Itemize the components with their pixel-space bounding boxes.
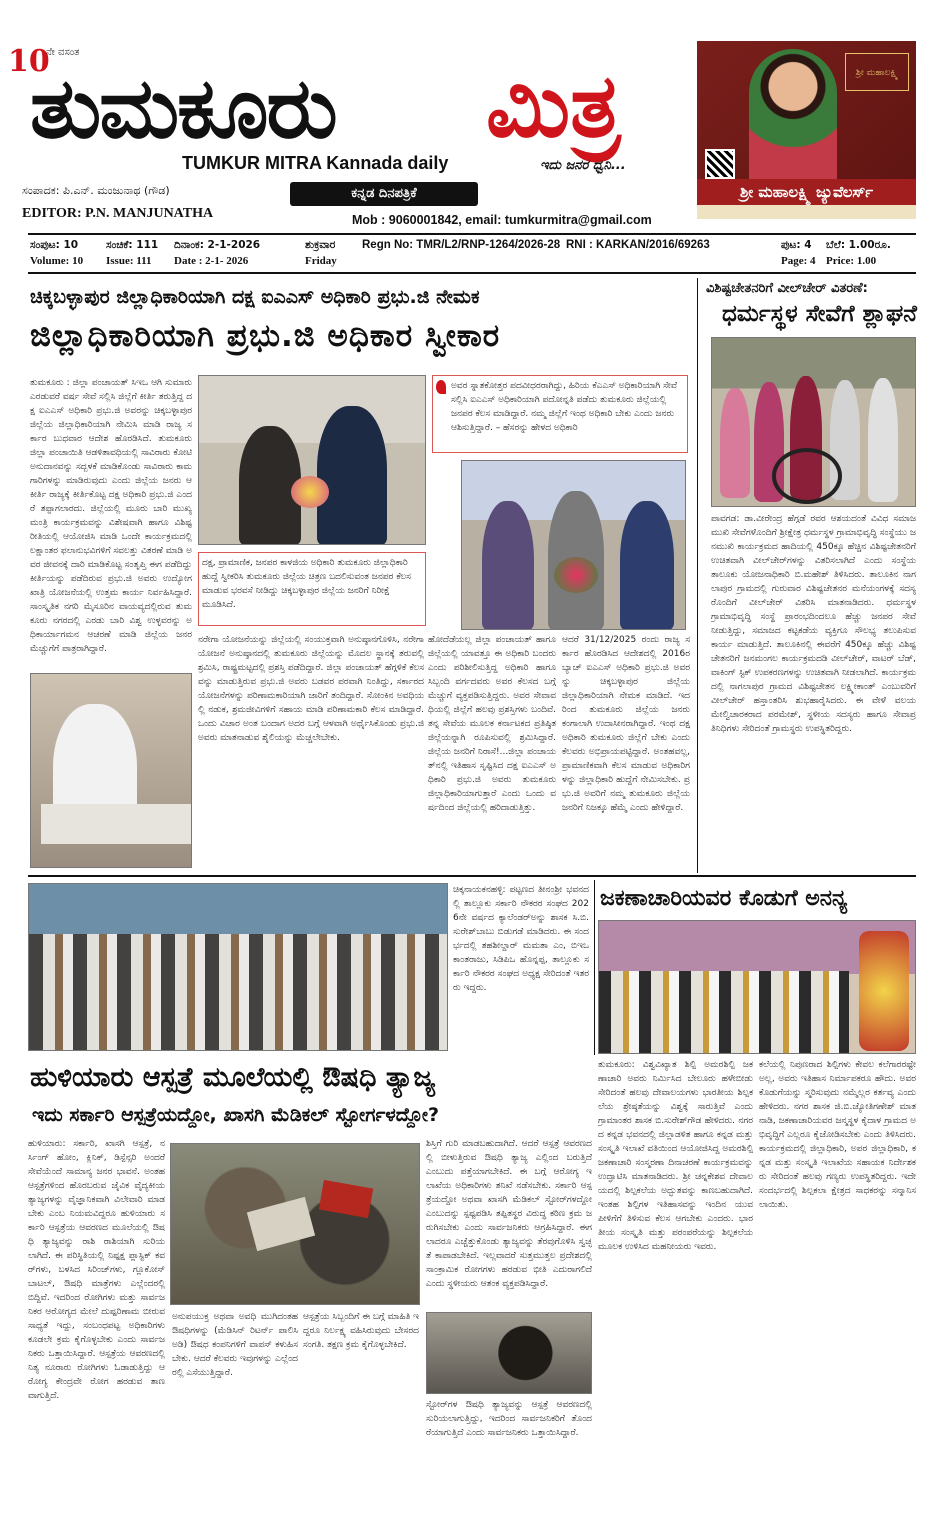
lead-kicker: ಚಿಕ್ಕಬಳ್ಳಾಪುರ ಜಿಲ್ಲಾಧಿಕಾರಿಯಾಗಿ ದಕ್ಷ ಐಎಎಸ್ ಅಧಿಕಾರಿ ಪ್ರಭು.ಜಿ ನೇಮಕ <box>30 286 480 308</box>
waste-col-4: ಆಸ್ಪತ್ರೆಯ ಸಿಬ್ಬಂದಿಗೆ ಈ ಬಗ್ಗೆ ಮಾಹಿತಿ ಇದ್ದರೂ ನಿರ್ಲಕ್ಷ್ಯ ವಹಿಸಿರುವುದು ಬೇಸರದ ಸಂಗತಿ. ತಕ್ಷಣ ಕ್ರಮ ಕೈಗೊಳ್ಳಬೇಕಿದೆ. <box>303 1312 419 1350</box>
divider <box>28 233 916 235</box>
calendar-release-photo <box>28 883 448 1051</box>
advert-footer <box>697 205 916 219</box>
rni-number: RNI : KARKAN/2016/69263 <box>566 239 710 251</box>
lead-col-c: ಆದರೆ 31/12/2025 ರಂದು ರಾಜ್ಯ ಸರ್ಕಾರ ಹೊರಡಿಸಿದ ಆದೇಶದಲ್ಲಿ 2016ರ ಬ್ಯಾಚ್ ಐಎಎಸ್ ಅಧಿಕಾರಿ ಪ್ರಭು.ಜಿ ಅವರನ್ನು ಚಿಕ್ಕಬಳ್ಳಾಪುರ ಜಿಲ್ಲೆಯ ಜಿಲ್ಲಾಧಿಕಾರಿಯಾಗಿ ನೇಮಕ ಮಾಡಿದೆ. ಇದರಿಂದ ತುಮಕೂರು ಜಿಲ್ಲೆಯ ಜನರು ಕಂಗಾಲಾಗಿ ಉದಾಸೀನರಾಗಿದ್ದಾರೆ. ಇಂಥ ದಕ್ಷ ಅಧಿಕಾರಿ ತುಮಕೂರು ಜಿಲ್ಲೆಗೆ ಬೇಕು ಎಂದು ಕೆಲವರು ಅಭಿಪ್ರಾಯಪಟ್ಟಿದ್ದಾರೆ. ಅಂತಹವಲ್ಲ, ಪ್ರಾಮಾಣಿಕವಾಗಿ ಕೆಲಸ ಮಾಡುವ ಅಧಿಕಾರಿಗಳನ್ನು ಜಿಲ್ಲಾಧಿಕಾರಿ ಹುದ್ದೆಗೆ ನೇಮಿಸಬೇಕು. ಪ್ರಭು.ಜಿ ಅವರಿಗೆ ನಮ್ಮ ತುಮಕೂರು ಜಿಲ್ಲೆಯ ಜನರಿಗೆ ನಿಜಕ್ಕೂ ಹೆಮ್ಮೆ ಎಂದು ಹೇಳಿದ್ದಾರೆ. <box>562 635 690 813</box>
jakanachari-col-1: ತುಮಕೂರು: ವಿಶ್ವವಿಖ್ಯಾತ ಶಿಲ್ಪಿ ಅಮರಶಿಲ್ಪಿ ಜಕಣಾಚಾರಿ ಅವರು ನಿರ್ಮಿಸಿದ ಬೇಲೂರು ಹಳೇಬೀಡು ಸೇರಿದಂತೆ ಹಲವು ದೇವಾಲಯಗಳು ಭಾರತೀಯ ಶಿಲ್ಪಕಲೆಯ ಶ್ರೇಷ್ಠತೆಯನ್ನು ವಿಶ್ವಕ್ಕೆ ಸಾರುತ್ತಿವೆ ಎಂದು ಗ್ರಾಮಾಂತರ ಶಾಸಕ ಬಿ.ಸುರೇಶ್‌ಗೌಡ ಹೇಳಿದರು. ನಗರದ ಕನ್ನಡ ಭವನದಲ್ಲಿ ಜಿಲ್ಲಾಡಳಿತ ಹಾಗೂ ಕನ್ನಡ ಮತ್ತು ಸಂಸ್ಕೃತಿ ಇಲಾಖೆ ವತಿಯಿಂದ ಆಯೋಜಿಸಿದ್ದ ಅಮರಶಿಲ್ಪಿ ಜಕಣಾಚಾರಿ ಸಂಸ್ಮರಣಾ ದಿನಾಚರಣೆ ಕಾರ್ಯಕ್ರಮವನ್ನು ಉದ್ಘಾಟಿಸಿ ಮಾತನಾಡಿದರು. ಶ್ರೀ ಚನ್ನಕೇಶವ ದೇವಾಲಯದಲ್ಲಿ ಶಿಲ್ಪಕಲೆಯ ಅದ್ಭುತವನ್ನು ಕಾಣಬಹುದಾಗಿದೆ. ಇಂತಹ ಶಿಲ್ಪಿಗಳ ಇತಿಹಾಸವನ್ನು ಇಂದಿನ ಯುವಪೀಳಿಗೆಗೆ ತಿಳಿಸುವ ಕೆಲಸ ಆಗಬೇಕು ಎಂದರು. ಭಾರತೀಯ ಸಂಸ್ಕೃತಿ ಮತ್ತು ಪರಂಪರೆಯನ್ನು ಶಿಲ್ಪಕಲೆಯ ಮೂಲಕ ಉಳಿಸಿದ ಮಹನೀಯರು ಇವರು. <box>598 1060 753 1252</box>
waste-subhead: ಇದು ಸರ್ಕಾರಿ ಆಸ್ಪತ್ರೆಯದ್ದೋ, ಖಾಸಗಿ ಮೆಡಿಕಲ್ ಸ್ಟೋರ್ಗಳದ್ದೋ? <box>32 1104 440 1126</box>
advert-brand-logo: ಶ್ರೀ ಮಹಾಲಕ್ಷ್ಮಿ <box>845 53 909 91</box>
signing-photo <box>30 673 192 868</box>
waste-headline: ಹುಳಿಯಾರು ಆಸ್ಪತ್ರೆ ಮೂಲೆಯಲ್ಲಿ ಔಷಧಿ ತ್ಯಾಜ್ಯ <box>30 1062 436 1093</box>
waste-closeup-photo <box>426 1312 592 1394</box>
price-en: Price: 1.00 <box>826 255 877 267</box>
contact-info: Mob : 9060001842, email: tumkurmitra@gmail.com <box>352 213 652 227</box>
editor-en: EDITOR: P.N. MANJUNATHA <box>22 206 214 221</box>
divider <box>28 875 916 877</box>
officials-handshake-photo <box>198 375 426 545</box>
quote-mark-icon <box>436 380 446 394</box>
volume-en: Volume: 10 <box>30 255 84 267</box>
jakanachari-headline: ಜಕಣಾಚಾರಿಯವರ ಕೊಡುಗೆ ಅನನ್ಯ <box>600 886 848 911</box>
date-kn: ದಿನಾಂಕ: 2-1-2026 <box>174 239 261 251</box>
day-en: Friday <box>305 255 337 267</box>
bouquet-photo <box>461 460 686 630</box>
lead-caption: ದಕ್ಷ, ಪ್ರಾಮಾಣಿಕ, ಜನಪರ ಕಾಳಜಿಯ ಅಧಿಕಾರಿ ತುಮಕೂರು ಜಿಲ್ಲಾಧಿಕಾರಿ ಹುದ್ದೆ ಸ್ವೀಕರಿಸಿ ತುಮಕೂರು ಜಿಲ್ಲೆಯ ಚಿತ್ರಣ ಬದಲಿಸುವಂತ ಜನಪರ ಕೆಲಸ ಮಾಡುವ ಭರವಸೆ ನೀಡಿದ್ದು ಚಿಕ್ಕಬಳ್ಳಾಪುರ ಜಿಲ್ಲೆಯ ಜನರಿಗೆ ನಿರೀಕ್ಷೆ ಮೂಡಿಸಿದೆ. <box>198 552 426 626</box>
waste-pile-photo <box>170 1143 420 1305</box>
issue-kn: ಸಂಚಿಕೆ: 111 <box>106 239 159 251</box>
meeting-brief: ಚಿಕ್ಕನಾಯಕನಹಳ್ಳಿ: ಪಟ್ಟಣದ ತೀನಂಶ್ರೀ ಭವನದಲ್ಲಿ ತಾಲ್ಲೂಕು ಸರ್ಕಾರಿ ನೌಕರರ ಸಂಘದ 2026ನೇ ವರ್ಷದ ಕ್ಯಾಲೆಂಡರ್‌ಅನ್ನು ಶಾಸಕ ಸಿ.ಬಿ.ಸುರೇಶ್‌ಬಾಬು ಬಿಡುಗಡೆ ಮಾಡಿದರು. ಈ ಸಂದರ್ಭದಲ್ಲಿ ತಹಶೀಲ್ದಾರ್ ಮಮತಾ ಎಂ, ಬಿಇಒ ಕಾಂತರಾಜು, ಸಿಡಿಪಿಒ ಹೊನ್ನಪ್ಪ, ತಾಲ್ಲೂಕು ಸರ್ಕಾರಿ ನೌಕರರ ಸಂಘದ ಅಧ್ಯಕ್ಷ ಸೇರಿದಂತೆ ಇತರರು ಇದ್ದರು. <box>453 885 589 993</box>
date-en: Date : 2-1- 2026 <box>174 255 249 267</box>
lead-col-1: ತುಮಕೂರು : ಜಿಲ್ಲಾ ಪಂಚಾಯತ್ ಸಿಇಒ ಆಗಿ ಸುಮಾರು ಎರಡುವರೆ ವರ್ಷ ಸೇವೆ ಸಲ್ಲಿಸಿ ಜಿಲ್ಲೆಗೆ ಕೀರ್ತಿ ತರುತ್ತಿದ್ದ ದಕ್ಷ ಐಎಎಸ್ ಅಧಿಕಾರಿ ಪ್ರಭು.ಜಿ ಅವರನ್ನು ಚಿಕ್ಕಬಳ್ಳಾಪುರ ಜಿಲ್ಲೆಯ ಜಿಲ್ಲಾಧಿಕಾರಿಯಾಗಿ ನೇಮಿಸಿ ಮಾಡಿ ರಾಜ್ಯ ಸರ್ಕಾರ ಬುಧವಾರ ಆದೇಶ ಹೊರಡಿಸಿದೆ. ತುಮಕೂರು ಜಿಲ್ಲಾ ಪಂಚಾಯಿತಿ ಆಡಳಿತಾವಧಿಯಲ್ಲಿ ಸಾವಿರಾರು ಕೋಟಿ ಅನುದಾನವನ್ನು ಸದ್ಬಳಕೆ ಮಾಡಿಕೊಂಡು ಸಾವಿರಾರು ಕಾಮಗಾರಿಗಳನ್ನು ಮಾಡಿರುವುದು ಎಂದು ಜಿಲ್ಲೆಯ ಜನರು ಆ ಕೀರ್ತಿ ರಾಜ್ಯಕ್ಕೆ ಕೀರ್ತಿಕೊಟ್ಟ ದಕ್ಷ ಅಧಿಕಾರಿ ಪ್ರಭು.ಜಿ ಎಂದರೆ ತಪ್ಪಾಗಲಾರದು. ಜಿಲ್ಲೆಯಲ್ಲಿ ಮೂರು ಬಾರಿ ಮುಖ್ಯಮಂತ್ರಿ ಕಾರ್ಯಕ್ರಮವನ್ನು ವಿಶೇಷವಾಗಿ ಹಾಗೂ ವಿಶಿಷ್ಟ ರೀತಿಯಲ್ಲಿ ಆಯೋಜಿಸಿ ಮಾಡಿ ಒಂದೇ ಕಾರ್ಯಕ್ರಮದಲ್ಲಿ ಲಕ್ಷಾಂತರ ಫಲಾನುಭವಿಗಳಿಗೆ ಸವಲತ್ತು ವಿತರಣೆ ಮಾಡಿ ಅವರ ಜೀವನಕ್ಕೆ ದಾರಿ ಮಾಡಿಕೊಟ್ಟ ಸಂತೃಪ್ತಿ ಈಗ ಪಡೆದಿದ್ದು ಕೀರ್ತಿಯನ್ನು ಪಡೆದಿರುವ ಪ್ರಭು.ಜಿ ಅವರು ಉದ್ಯೋಗ ಖಾತ್ರಿ ಯೋಜನೆಯಲ್ಲಿ ಉತ್ತಮ ಕಾರ್ಯ ನಿರ್ವಹಿಸಿದ್ದಾರೆ. ಸಾಂಸ್ಕೃತಿಕ ನಗರಿ ಮೈಸೂರಿನ ವಾಯವ್ಯದಲ್ಲಿರುವ ತುಮಕೂರು ನಗರದಲ್ಲಿ ಎರಡು ಬಾರಿ ವಿಶ್ವ ಉಳ್ಳವರನ್ನು ಅಧಿಕಾರ್ಯಾಗಮನ ಆಚರಣೆ ಮಾಡಿ ಜಿಲ್ಲೆಯ ಜನರ ಮೆಚ್ಚುಗೆಗೆ ಪಾತ್ರರಾಗಿದ್ದಾರೆ. <box>30 378 192 654</box>
editor-kn: ಸಂಪಾದಕ: ಪಿ.ಎನ್. ಮಂಜುನಾಥ (ಗೌಡ) <box>22 184 170 197</box>
masthead-title-kn: ತುಮಕೂರು <box>30 59 336 157</box>
waste-col-2: ಶಿಸ್ತಿಗೆ ಗುರಿ ಮಾಡಬಹುದಾಗಿದೆ. ಆದರೆ ಆಸ್ಪತ್ರೆ ಆವರಣದಲ್ಲಿ ಬೀಳುತ್ತಿರುವ ಔಷಧಿ ತ್ಯಾಜ್ಯ ಎಲ್ಲಿಂದ ಬರುತ್ತಿದೆ ಎಂಬುದು ಪತ್ತೆಯಾಗಬೇಕಿದೆ. ಈ ಬಗ್ಗೆ ಆರೋಗ್ಯ ಇಲಾಖೆಯ ಅಧಿಕಾರಿಗಳು ತನಿಖೆ ನಡೆಸಬೇಕು. ಸರ್ಕಾರಿ ಆಸ್ಪತ್ರೆಯದ್ದೋ ಅಥವಾ ಖಾಸಗಿ ಮೆಡಿಕಲ್ ಸ್ಟೋರ್‌ಗಳದ್ದೋ ಎಂಬುದನ್ನು ಸ್ಪಷ್ಟಪಡಿಸಿ ತಪ್ಪಿತಸ್ಥರ ವಿರುದ್ಧ ಕಠಿಣ ಕ್ರಮ ಜರುಗಿಸಬೇಕು ಎಂದು ಸಾರ್ವಜನಿಕರು ಆಗ್ರಹಿಸಿದ್ದಾರೆ. ಈಗಲಾದರೂ ಎಚ್ಚೆತ್ತುಕೊಂಡು ತ್ಯಾಜ್ಯವನ್ನು ತೆರವುಗೊಳಿಸಿ ಸ್ವಚ್ಛತೆ ಕಾಪಾಡಬೇಕಿದೆ. ಇಲ್ಲವಾದರೆ ಸುತ್ತಮುತ್ತಲ ಪ್ರದೇಶದಲ್ಲಿ ಸಾಂಕ್ರಾಮಿಕ ರೋಗಗಳು ಹರಡುವ ಭೀತಿ ಎದುರಾಗಲಿದೆ ಎಂದು ಸ್ಥಳೀಯರು ಆತಂಕ ವ್ಯಕ್ತಪಡಿಸಿದ್ದಾರೆ. <box>426 1139 592 1289</box>
tribute-photo <box>598 920 916 1054</box>
jakanachari-col-2: ಕಲೆಯಲ್ಲಿ ನಿಪುಣರಾದ ಶಿಲ್ಪಿಗಳು ಕೇವಲ ಕಲೆಗಾರರಷ್ಟೇ ಅಲ್ಲ, ಅವರು ಇತಿಹಾಸ ನಿರ್ಮಾಪಕರೂ ಹೌದು. ಅವರ ಕೊಡುಗೆಯನ್ನು ಸ್ಮರಿಸುವುದು ನಮ್ಮೆಲ್ಲರ ಕರ್ತವ್ಯ ಎಂದು ಹೇಳಿದರು. ನಗರ ಶಾಸಕ ಜಿ.ಬಿ.ಜ್ಯೋತಿಗಣೇಶ್ ಮಾತನಾಡಿ, ಜಕಣಾಚಾರಿಯವರ ಜನ್ಮಸ್ಥಳ ಕೈದಾಳ ಗ್ರಾಮದ ಅಭಿವೃದ್ಧಿಗೆ ಎಲ್ಲರೂ ಕೈಜೋಡಿಸಬೇಕು ಎಂದು ತಿಳಿಸಿದರು. ಕಾರ್ಯಕ್ರಮದಲ್ಲಿ ಜಿಲ್ಲಾಧಿಕಾರಿ, ಅಪರ ಜಿಲ್ಲಾಧಿಕಾರಿ, ಕನ್ನಡ ಮತ್ತು ಸಂಸ್ಕೃತಿ ಇಲಾಖೆಯ ಸಹಾಯಕ ನಿರ್ದೇಶಕರು ಸೇರಿದಂತೆ ಹಲವು ಗಣ್ಯರು ಉಪಸ್ಥಿತರಿದ್ದರು. ಇದೇ ಸಂದರ್ಭದಲ್ಲಿ ಶಿಲ್ಪಕಲಾ ಕ್ಷೇತ್ರದ ಸಾಧಕರನ್ನು ಸನ್ಮಾನಿಸಲಾಯಿತು. <box>759 1060 916 1210</box>
pages-kn: ಪುಟ: 4 <box>781 239 812 251</box>
regn-number: Regn No: TMR/L2/RNP-1264/2026-28 <box>362 239 561 251</box>
masthead-title-kn-red: ಮಿತ್ರ <box>486 54 621 157</box>
quote-text: ಅವರ ಸ್ನಾತಕೋತ್ತರ ಪದವೀಧರರಾಗಿದ್ದು, ಹಿರಿಯ ಕೆಎಎಸ್ ಅಧಿಕಾರಿಯಾಗಿ ಸೇವೆ ಸಲ್ಲಿಸಿ ಐಎಎಸ್ ಅಧಿಕಾರಿಯಾಗಿ ಪದೋನ್ನತಿ ಪಡೆದು ತುಮಕೂರು ಜಿಲ್ಲೆಯಲ್ಲಿ ಜನಪರ ಕೆಲಸ ಮಾಡಿದ್ದಾರೆ. ನಮ್ಮ ಜಿಲ್ಲೆಗೆ ಇಂಥ ಅಧಿಕಾರಿ ಬೇಕು ಎಂದು ಜನರು ಆಶಿಸುತ್ತಿದ್ದಾರೆ. – ಹೆಸರನ್ನು ಹೇಳದ ಅಧಿಕಾರಿ <box>451 381 677 433</box>
waste-col-1: ಹುಳಿಯಾರು: ಸರ್ಕಾರಿ, ಖಾಸಗಿ ಆಸ್ಪತ್ರೆ, ನರ್ಸಿಂಗ್ ಹೋಂ, ಕ್ಲಿನಿಕ್, ಡಿಸ್ಪೆನ್ಸರಿ ಅಂದರೆ ಸೇವೆಯೆಂದೆ ಸಾಮಾನ್ಯ ಜನರ ಭಾವನೆ. ಅಂತಹ ಆಸ್ಪತ್ರೆಗಳಿಂದ ಹೊರಬರುವ ಜೈವಿಕ ವೈದ್ಯಕೀಯ ತ್ಯಾಜ್ಯಗಳನ್ನು ವೈಜ್ಞಾನಿಕವಾಗಿ ವಿಲೇವಾರಿ ಮಾಡಬೇಕು ಎಂಬ ನಿಯಮವಿದ್ದರೂ ಹುಳಿಯಾರು ಸರ್ಕಾರಿ ಆಸ್ಪತ್ರೆಯ ಆವರಣದ ಮೂಲೆಯಲ್ಲಿ ಔಷಧಿ ತ್ಯಾಜ್ಯವನ್ನು ರಾಶಿ ರಾಶಿಯಾಗಿ ಸುರಿಯಲಾಗಿದೆ. ಈ ಪರಿಸ್ಥಿತಿಯಲ್ಲಿ ನಿಷ್ಪಕ್ಷ ಪ್ಲಾಸ್ಟಿಕ್ ಕವರ್‌ಗಳು, ಬಳಸಿದ ಸಿರಿಂಜ್‌ಗಳು, ಗ್ಲೂಕೋಸ್ ಬಾಟಲ್, ಔಷಧಿ ಮಾತ್ರೆಗಳು ಎಲ್ಲೆಂದರಲ್ಲಿ ಬಿದ್ದಿವೆ. ಇದರಿಂದ ರೋಗಿಗಳು ಮತ್ತು ಸಾರ್ವಜನಿಕರ ಆರೋಗ್ಯದ ಮೇಲೆ ದುಷ್ಪರಿಣಾಮ ಬೀರುವ ಸಾಧ್ಯತೆ ಇದ್ದು, ಸಂಬಂಧಪಟ್ಟ ಅಧಿಕಾರಿಗಳು ಕೂಡಲೇ ಕ್ರಮ ಕೈಗೊಳ್ಳಬೇಕು ಎಂದು ಸಾರ್ವಜನಿಕರು ಒತ್ತಾಯಿಸಿದ್ದಾರೆ. ಆಸ್ಪತ್ರೆಯ ಆವರಣದಲ್ಲಿ ನಿತ್ಯ ನೂರಾರು ರೋಗಿಗಳು ಓಡಾಡುತ್ತಿದ್ದು ಆರೋಗ್ಯ ಕೇಂದ್ರವೇ ರೋಗ ಹರಡುವ ತಾಣವಾಗುತ್ತಿದೆ. <box>28 1139 165 1401</box>
day-kn: ಶುಕ್ರವಾರ <box>305 239 336 251</box>
wheelchair-photo <box>711 337 916 507</box>
price-kn: ಬೆಲೆ: 1.00ರೂ. <box>826 239 891 251</box>
issue-en: Issue: 111 <box>106 255 152 267</box>
masthead-slogan: ಇದು ಜನರ ಧ್ವನಿ... <box>540 158 626 173</box>
lead-quote <box>432 375 688 453</box>
pages-en: Page: 4 <box>781 255 816 267</box>
lead-col-b: ಹೋದೆಡೆಯಲ್ಲ ಜಿಲ್ಲಾ ಪಂಚಾಯತ್ ಹಾಗೂ ಜಿಲ್ಲೆಯಲ್ಲಿ ಯಾವತ್ತೂ ಈ ಅಧಿಕಾರಿ ಬಂದರು ಎಂದು ಪರಿಶೀಲಿಸುತ್ತಿದ್ದ ಅಧಿಕಾರಿ ಹಾಗೂ ಸಿಬ್ಬಂದಿ ವರ್ಗದವರು ಅವರ ಕೆಲಸದ ಬಗ್ಗೆ ಮೆಚ್ಚುಗೆ ವ್ಯಕ್ತಪಡಿಸುತ್ತಿದ್ದರು. ಅವರ ಸೇವಾವಧಿಯಲ್ಲಿ ಜಿಲ್ಲೆಗೆ ಹಲವು ಪ್ರಶಸ್ತಿಗಳು ಬಂದಿವೆ. ತನ್ನ ಸೇವೆಯ ಮೂಲಕ ಕರ್ನಾಟಕದ ಪ್ರತಿಷ್ಠಿತ ಜಿಲ್ಲೆಯನ್ನಾಗಿ ರೂಪಿಸುವಲ್ಲಿ ಶ್ರಮಿಸಿದ್ದಾರೆ. ಜಿಲ್ಲೆಯ ಜನರಿಗೆ ನಿರಾಸೆ!...ಜಿಲ್ಲಾ ಪಂಚಾಯತ್‌ನಲ್ಲಿ ಇತಿಹಾಸ ಸೃಷ್ಟಿಸಿದ ದಕ್ಷ ಐಎಎಸ್ ಅಧಿಕಾರಿ ಪ್ರಭು.ಜಿ ಅವರು ತುಮಕೂರು ಜಿಲ್ಲಾಧಿಕಾರಿಯಾಗುತ್ತಾರೆ ಎಂದು ಒಂದು ವರ್ಷದಿಂದ ಜಿಲ್ಲೆಯಲ್ಲಿ ಹರಿದಾಡುತ್ತಿತ್ತು. <box>428 635 556 813</box>
waste-col-3: ಅನುಪಯುಕ್ತ ಅಥವಾ ಅವಧಿ ಮುಗಿದಂತಹ ಔಷಧಿಗಳನ್ನು (ಮೆಡಿಸಿನ್ ರಿಟರ್ನ್ ಪಾಲಿಸಿ ಅಡಿ) ಔಷಧ ಕಂಪನಿಗಳಿಗೆ ವಾಪಸ್ ಕಳುಹಿಸಬೇಕು. ಆದರೆ ಕೆಲವರು ಇವುಗಳನ್ನು ಎಲ್ಲೆಂದರಲ್ಲಿ ಎಸೆಯುತ್ತಿದ್ದಾರೆ. <box>172 1312 298 1378</box>
waste-caption: ಸ್ಟೋರ್‌ಗಳ ಔಷಧಿ ತ್ಯಾಜ್ಯವನ್ನು ಆಸ್ಪತ್ರೆ ಆವರಣದಲ್ಲಿ ಸುರಿಯಲಾಗುತ್ತಿದ್ದು, ಇದರಿಂದ ಸಾರ್ವಜನಿಕರಿಗೆ ತೊಂದರೆಯಾಗುತ್ತಿದೆ ಎಂದು ಸಾರ್ವಜನಿಕರು ಒತ್ತಾಯಿಸಿದ್ದಾರೆ. <box>426 1400 592 1438</box>
column-divider <box>594 880 595 1055</box>
daily-label: ಕನ್ನಡ ದಿನಪತ್ರಿಕೆ <box>290 182 478 206</box>
side-kicker: ವಿಶಿಷ್ಟಚೇತನರಿಗೆ ವೀಲ್‌ಚೇರ್ ವಿತರಣೆ: <box>706 281 868 296</box>
year-tag: ನೇ ವಸಂತ <box>46 47 80 58</box>
side-body: ಪಾವಗಡ: ಡಾ.ವೀರೇಂದ್ರ ಹೆಗ್ಗಡೆ ರವರ ಆಶಯದಂತೆ ವಿವಿಧ ಸಮಾಜಮುಖಿ ಸೇವೆಗಳೊಂದಿಗೆ ಶ್ರೀಕ್ಷೇತ್ರ ಧರ್ಮಸ್ಥಳ ಗ್ರಾಮಾಭಿವೃದ್ಧಿ ಸಂಸ್ಥೆಯು ಜನಮುಖಿ ಕಾರ್ಯಕ್ರಮದ ಹಾದಿಯಲ್ಲಿ 450ಕ್ಕೂ ಹೆಚ್ಚಿನ ವಿಶಿಷ್ಟಚೇತನರಿಗೆ ಉಚಿತವಾಗಿ ವೀಲ್‌ಚೇರ್‌ಗಳನ್ನು ವಿತರಿಸಲಾಗಿದೆ ಎಂದು ಸಂಸ್ಥೆಯ ತಾಲೂಕು ಯೋಜನಾಧಿಕಾರಿ ಬಿ.ಮಹೇಶ್ ತಿಳಿಸಿದರು. ತಾಲೂಕಿನ ನಾಗಲಾಪುರ ಗ್ರಾಮದಲ್ಲಿ ಗುರುವಾರ ವಿಶಿಷ್ಟಚೇತನರ ಮನೆಯಂಗಳಕ್ಕೆ ಸದಸ್ಯರೊಂದಿಗೆ ವೀಲ್‌ಚೇರ್ ವಿತರಿಸಿ ಮಾತನಾಡಿದರು. ಧರ್ಮಸ್ಥಳ ಗ್ರಾಮಾಭಿವೃದ್ಧಿ ಸಂಸ್ಥೆ ಪ್ರಾರಂಭದಿಂದಲೂ ಹೆಚ್ಚು ಜನಪರ ಸೇವೆ ನೀಡುತ್ತಿದ್ದು, ಸಮಾಜದ ಕಟ್ಟಕಡೆಯ ವ್ಯಕ್ತಿಗೂ ಸೌಲಭ್ಯ ತಲುಪಿಸುವ ಕಾರ್ಯ ಮಾಡುತ್ತಿದೆ. ತಾಲೂಕಿನಲ್ಲಿ ಈವರೆಗೆ 450ಕ್ಕೂ ಹೆಚ್ಚು ವಿಶಿಷ್ಟಚೇತನರಿಗೆ ಜನಮಂಗಲ ಕಾರ್ಯಕ್ರಮದಡಿ ವೀಲ್‌ಚೇರ್, ವಾಟರ್ ಬೆಡ್, ವಾಕಿಂಗ್ ಸ್ಟಿಕ್ ಉಪಕರಣಗಳನ್ನು ಉಚಿತವಾಗಿ ನೀಡಲಾಗಿದೆ. ಕಾರ್ಯಕ್ರಮದಲ್ಲಿ ನಾಗಲಾಪುರ ಗ್ರಾಮದ ವಿಶಿಷ್ಟಚೇತನ ಲಕ್ಷ್ಮೀಕಾಂತ್ ಎಂಬುವರಿಗೆ ವೀಲ್‌ಚೇರ್ ಹಸ್ತಾಂತರಿಸಿ ಶುಭಹಾರೈಸಿದರು. ಈ ವೇಳೆ ವಲಯ ಮೇಲ್ವಿಚಾರಕರಾದ ಪರಮೇಶ್, ಸ್ಥಳೀಯ ಸದಸ್ಯರು ಹಾಗೂ ಸೇವಾಪ್ರತಿನಿಧಿಗಳು ಸೇರಿದಂತೆ ಗ್ರಾಮಸ್ಥರು ಉಪಸ್ಥಿತರಿದ್ದರು. <box>711 514 916 734</box>
masthead-title-en: TUMKUR MITRA Kannada daily <box>182 153 449 173</box>
jewellery-advert[interactable] <box>697 41 916 219</box>
advert-banner: ಶ್ರೀ ಮಹಾಲಕ್ಷ್ಮಿ ಜ್ಯುವೆಲರ್ಸ್ <box>697 179 916 205</box>
lead-col-a: ನರೇಗಾ ಯೋಜನೆಯನ್ನು ಜಿಲ್ಲೆಯಲ್ಲಿ ಸಂಯುಕ್ತವಾಗಿ ಅನುಷ್ಠಾನಗೊಳಿಸಿ, ನರೇಗಾ ಯೋಜನೆ ಅನುಷ್ಠಾನದಲ್ಲಿ ತುಮಕೂರು ಜಿಲ್ಲೆಯನ್ನು ಮೊದಲ ಸ್ಥಾನಕ್ಕೆ ತರುವಲ್ಲಿ ಶ್ರಮಿಸಿ, ರಾಷ್ಟ್ರಮಟ್ಟದಲ್ಲಿ ಪ್ರಶಸ್ತಿ ಪಡೆದಿದ್ದಾರೆ. ಜಿಲ್ಲಾ ಪಂಚಾಯತ್ ಹೆಗ್ಗಳಿಕೆ ಕೆಲಸವನ್ನು ಮಾಡುತ್ತಿರುವ ಪ್ರಭು.ಜಿ ಅವರು ಬಡವರ ಪರವಾಗಿ ನಿಂತಿದ್ದು, ಸರ್ಕಾರದ ಯೋಜನೆಗಳನ್ನು ಪರಿಣಾಮಕಾರಿಯಾಗಿ ಜಾರಿಗೆ ತಂದಿದ್ದಾರೆ. ಸೋಂಕಿನ ಅವಧಿಯಲ್ಲಿ ನಡುಕ, ಶ್ರಮಜೀವಿಗಳಿಗೆ ಸಹಾಯ ಮಾಡಿ ಪರಿಣಾಮಕಾರಿ ಕೆಲಸ ಮಾಡಿದ್ದಾರೆ. ಒಂದು ವಿಚಾರ ಅಂತ ಬಂದಾಗ ಅದರ ಬಗ್ಗೆ ಆಳವಾಗಿ ಅರ್ಥೈಸಿಕೊಂಡು ಪ್ರಭು.ಜಿ ಅವರು ಮಾತನಾಡುವ ಶೈಲಿಯನ್ನು ಮೆಚ್ಚಲೇಬೇಕು. <box>198 635 424 743</box>
divider <box>28 272 916 274</box>
page-number: 10 <box>8 44 50 79</box>
volume-kn: ಸಂಪುಟ: 10 <box>30 239 79 251</box>
qr-code-icon <box>705 149 735 179</box>
column-divider <box>697 278 698 873</box>
model-image <box>749 49 837 199</box>
side-headline: ಧರ್ಮಸ್ಥಳ ಸೇವೆಗೆ ಶ್ಲಾಘನೆ <box>722 301 917 327</box>
lead-headline: ಜಿಲ್ಲಾಧಿಕಾರಿಯಾಗಿ ಪ್ರಭು.ಜಿ ಅಧಿಕಾರ ಸ್ವೀಕಾರ <box>30 318 501 354</box>
